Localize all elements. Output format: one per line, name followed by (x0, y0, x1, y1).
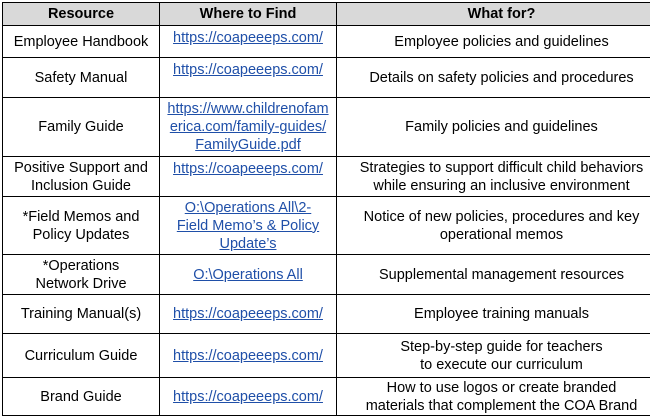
purpose-cell (337, 295, 650, 334)
purpose-text: How to use logos or create branded (386, 379, 617, 396)
resource-text: Employee Handbook (13, 33, 149, 50)
table-row (3, 334, 650, 378)
resource-cell (3, 58, 160, 98)
resource-text: Curriculum Guide (24, 347, 138, 364)
resource-cell (3, 197, 160, 255)
resource-table-wrapper (2, 2, 650, 416)
resource-cell (3, 295, 160, 334)
purpose-cell (337, 378, 650, 416)
resource-cell (3, 98, 160, 157)
table-row (3, 98, 650, 157)
purpose-text: operational memos (439, 226, 564, 243)
location-cell (160, 98, 337, 157)
table-row (3, 295, 650, 334)
resource-cell (3, 26, 160, 58)
resource-cell (3, 378, 160, 416)
resource-text: Positive Support and (14, 159, 148, 176)
resource-text: *Field Memos and (22, 208, 140, 225)
resource-text: Network Drive (35, 275, 127, 292)
location-link[interactable]: https://coapeeeps.com/ (173, 161, 323, 177)
resource-text: Policy Updates (32, 226, 130, 243)
purpose-cell (337, 334, 650, 378)
purpose-text: Employee training manuals (414, 306, 589, 322)
table-row (3, 157, 650, 197)
location-link[interactable]: https://coapeeeps.com/ (173, 62, 323, 78)
location-link[interactable]: O:\Operations All (193, 266, 303, 283)
resource-text: Safety Manual (34, 69, 128, 86)
location-cell (160, 58, 337, 98)
table-row (3, 255, 650, 295)
purpose-text: materials that complement the COA Brand (365, 397, 638, 414)
purpose-cell (337, 98, 650, 157)
header-row (3, 3, 650, 26)
table-row (3, 378, 650, 416)
location-cell (160, 378, 337, 416)
purpose-text: Notice of new policies, procedures and key (363, 208, 640, 225)
location-cell (160, 255, 337, 295)
table-row (3, 26, 650, 58)
purpose-text: Step-by-step guide for teachers (400, 338, 603, 355)
resource-text: Family Guide (38, 119, 124, 135)
resource-cell (3, 255, 160, 295)
location-link[interactable]: https://coapeeeps.com/ (173, 30, 323, 46)
location-cell (160, 157, 337, 197)
table-row (3, 197, 650, 255)
resource-text: Brand Guide (40, 388, 122, 405)
purpose-text: Strategies to support difficult child behaviors (359, 159, 644, 176)
resource-text: Inclusion Guide (31, 177, 131, 194)
purpose-text: Supplemental management resources (378, 266, 625, 283)
header-what-for: What for? (337, 3, 650, 26)
purpose-cell (337, 197, 650, 255)
location-link[interactable]: https://coapeeeps.com/ (173, 347, 323, 364)
purpose-cell (337, 255, 650, 295)
purpose-cell (337, 26, 650, 58)
purpose-cell (337, 58, 650, 98)
header-resource: Resource (3, 3, 160, 26)
location-link[interactable]: https://www.childrenofam (167, 101, 329, 117)
table-row (3, 58, 650, 98)
purpose-text: while ensuring an inclusive environment (373, 177, 630, 194)
resource-cell (3, 334, 160, 378)
location-link[interactable]: erica.com/family-guides/ (169, 119, 327, 135)
purpose-text: to execute our curriculum (420, 356, 583, 373)
location-link[interactable]: https://coapeeeps.com/ (173, 388, 323, 405)
resource-table (2, 2, 650, 416)
purpose-text: Family policies and guidelines (405, 119, 598, 135)
location-cell (160, 197, 337, 255)
location-cell (160, 26, 337, 58)
location-link[interactable]: https://coapeeeps.com/ (173, 306, 323, 322)
location-link[interactable]: O:\Operations All\2- (184, 199, 312, 216)
location-link[interactable]: Field Memo’s & Policy (176, 217, 320, 234)
location-link[interactable]: FamilyGuide.pdf (195, 137, 301, 153)
location-link[interactable]: Update’s (219, 235, 277, 252)
purpose-text: Details on safety policies and procedures (369, 69, 634, 86)
header-where-to-find: Where to Find (160, 3, 337, 26)
resource-text: *Operations (42, 257, 120, 274)
purpose-cell (337, 157, 650, 197)
resource-cell (3, 157, 160, 197)
resource-text: Training Manual(s) (20, 306, 142, 322)
purpose-text: Employee policies and guidelines (394, 33, 609, 50)
location-cell (160, 334, 337, 378)
location-cell (160, 295, 337, 334)
